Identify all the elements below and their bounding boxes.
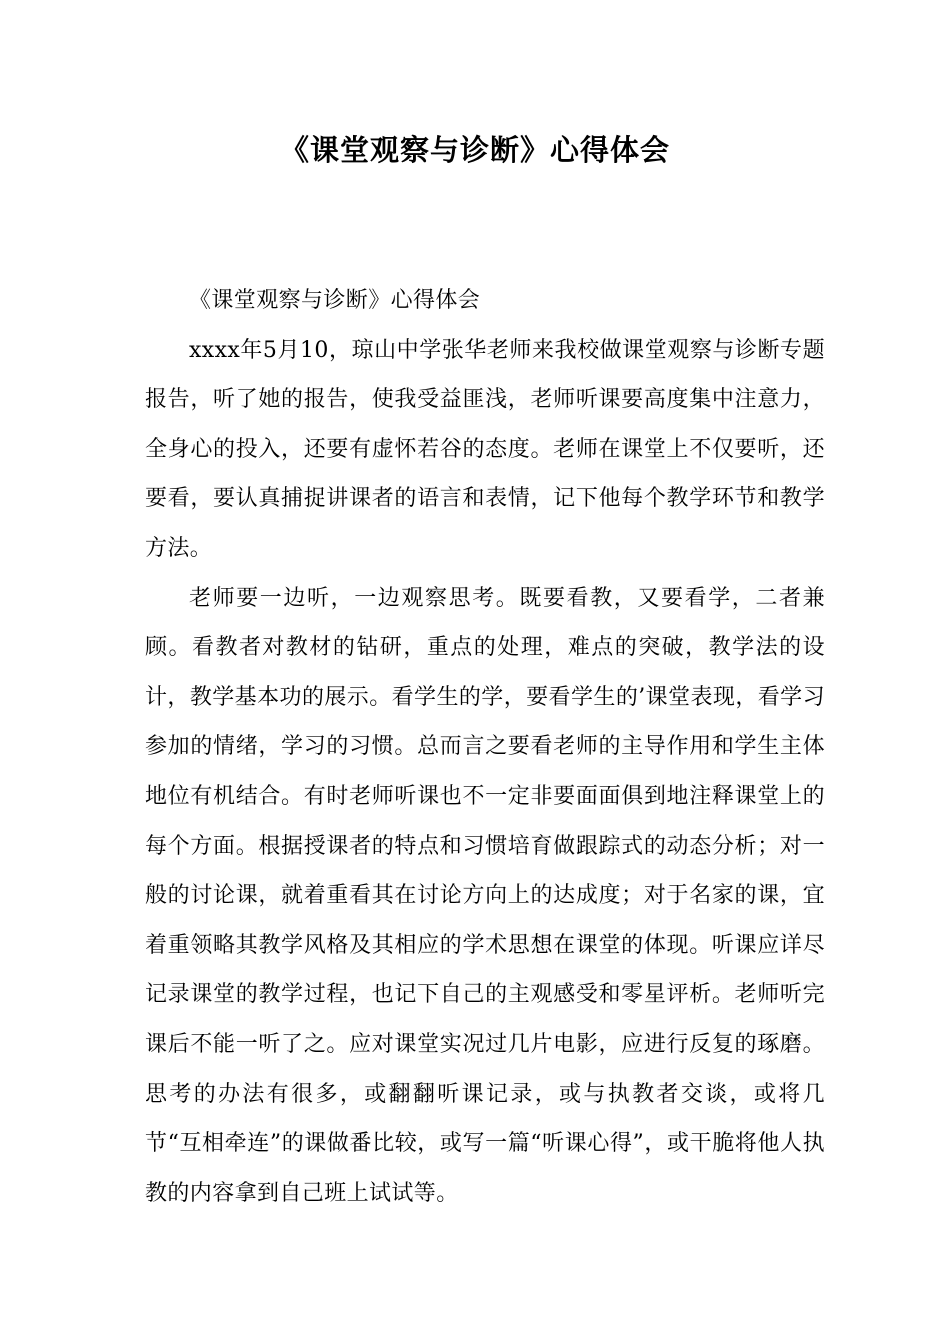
paragraph-report-intro: xxxx年5月10，琼山中学张华老师来我校做课堂观察与诊断专题报告，听了她的报告，使我受益匪浅，老师听课要高度集中注意力，全身心的投入，还要有虚怀若谷的态度。老师在课堂上不仅要听，还要看，要认真捕捉讲课者的语言和表情，记下他每个教学环节和教学方法。 xyxy=(145,337,825,561)
paragraph-observation: 老师要一边听，一边观察思考。既要看教，又要看学，二者兼顾。看教者对教材的钻研，重点的处理，难点的突破，教学法的设计，教学基本功的展示。看学生的学，要看学生的’课堂表现，看学习参加的情绪，学习的习惯。总而言之要看老师的主导作用和学生主体地位有机结合。有时老师听课也不一定非要面面俱到地注释课堂上的每个方面。根据授课者的特点和习惯培育做跟踪式的动态分析；对一般的讨论课，就着重看其在讨论方向上的达成度；对于名家的课，宜着重领略其教学风格及其相应的学术思想在课堂的体现。听课应详尽记录课堂的教学过程，也记下自己的主观感受和零星评析。老师听完课后不能一听了之。应对课堂实况过几片电影，应进行反复的琢磨。思考的办法有很多，或翻翻听课记录，或与执教者交谈，或将几节“互相牵连”的课做番比较，或写一篇“听课心得”，或干脆将他人执教的内容拿到自己班上试试等。 xyxy=(145,585,825,1206)
document-body xyxy=(145,276,825,1218)
document-title: 《课堂观察与诊断》心得体会 xyxy=(279,133,670,167)
paragraph-subtitle: 《课堂观察与诊断》心得体会 xyxy=(189,288,481,313)
